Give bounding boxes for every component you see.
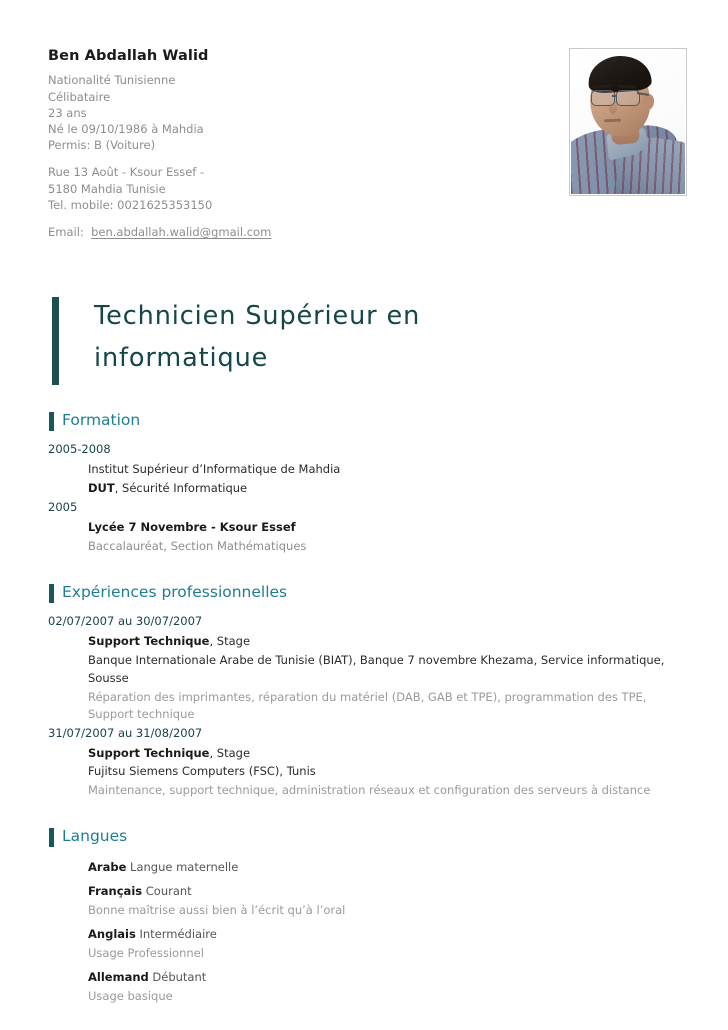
entry-role-bold: Support Technique <box>88 745 210 760</box>
email-link[interactable]: ben.abdallah.walid@gmail.com <box>91 225 272 240</box>
entry-date: 02/07/2007 au 30/07/2007 <box>48 614 203 629</box>
section-accent-bar <box>49 828 54 847</box>
experience-entry <box>48 612 688 723</box>
language-item <box>88 925 688 962</box>
entry-body <box>48 460 688 497</box>
job-title-block <box>48 295 688 383</box>
portrait-photo <box>571 50 685 194</box>
section-experiences <box>48 581 688 799</box>
language-main <box>88 925 688 944</box>
entry-role-rest: , Sécurité Informatique <box>114 480 248 495</box>
entry-date: 2005-2008 <box>48 442 111 457</box>
entry-role <box>88 632 688 651</box>
cv-header <box>48 48 688 240</box>
language-main <box>88 968 688 987</box>
photo-frame <box>569 48 687 196</box>
section-accent-bar <box>49 584 54 603</box>
entry-organization <box>88 518 688 537</box>
entry-role <box>88 744 688 763</box>
entry-organization: Fujitsu Siemens Computers (FSC), Tunis <box>88 764 316 779</box>
section-title-langues: Langues <box>62 826 128 845</box>
entry-date: 31/07/2007 au 31/08/2007 <box>48 725 203 740</box>
language-name: Anglais <box>88 927 136 942</box>
language-name: Français <box>88 884 143 899</box>
entry-organization-bold: Lycée 7 Novembre - Ksour Essef <box>88 520 296 535</box>
candidate-name: Ben Abdallah Walid <box>48 48 209 64</box>
email-label: Email: <box>48 225 84 240</box>
job-title-accent-bar <box>52 297 59 385</box>
entry-organization: Banque Internationale Arabe de Tunisie (BIAT), Banque 7 novembre Khezama, Service informatique, Sousse <box>88 652 665 686</box>
entry-body <box>48 518 688 555</box>
section-langues <box>48 825 688 1006</box>
language-level: Intermédiaire <box>139 927 217 942</box>
section-title-experiences: Expériences professionnelles <box>62 583 288 602</box>
experience-entry <box>48 724 688 799</box>
address-line-1: Rue 13 Août - Ksour Essef - <box>48 165 205 180</box>
language-level: Langue maternelle <box>130 859 239 874</box>
entry-role-rest: , Stage <box>209 745 251 760</box>
job-title: Technicien Supérieur en informatique <box>94 301 421 374</box>
language-name: Arabe <box>88 859 127 874</box>
address-line-2: 5180 Mahdia Tunisie <box>48 181 166 196</box>
address-block <box>48 164 548 213</box>
language-item <box>88 882 688 919</box>
personal-detail-birth: Né le 09/10/1986 à Mahdia <box>48 122 204 136</box>
section-header-experiences <box>48 581 688 603</box>
entry-description: Maintenance, support technique, administration réseaux et configuration des serveurs à distance <box>88 782 651 797</box>
personal-details <box>48 72 548 153</box>
language-note: Bonne maîtrise aussi bien à l’écrit qu’à l’oral <box>88 902 346 917</box>
personal-detail-age: 23 ans <box>48 105 87 120</box>
photo-mouth <box>604 119 621 123</box>
entry-role-bold: Support Technique <box>88 634 210 649</box>
section-formation <box>48 409 688 555</box>
entry-role-bold: DUT <box>88 480 115 495</box>
section-header-langues <box>48 825 688 847</box>
section-accent-bar <box>49 412 54 431</box>
language-item <box>88 858 688 877</box>
entry-role: Baccalauréat, Section Mathématiques <box>88 538 307 553</box>
formation-entry <box>48 498 688 555</box>
language-item <box>88 968 688 1005</box>
section-title-formation: Formation <box>62 411 141 430</box>
personal-detail-nationality: Nationalité Tunisienne <box>48 73 176 88</box>
photo-nose <box>609 102 617 114</box>
section-header-formation <box>48 409 688 431</box>
personal-detail-marital-status: Célibataire <box>48 89 111 104</box>
entry-date: 2005 <box>48 500 78 515</box>
language-note: Usage Professionnel <box>88 945 204 960</box>
entry-organization: Institut Supérieur d’Informatique de Mahdia <box>88 462 341 477</box>
email-row <box>48 224 548 240</box>
entry-role-rest: , Stage <box>209 634 251 649</box>
identity-block <box>48 48 548 240</box>
formation-entry <box>48 440 688 497</box>
language-name: Allemand <box>88 970 149 985</box>
language-main <box>88 882 688 901</box>
language-list <box>48 856 688 1006</box>
language-level: Courant <box>145 884 192 899</box>
entry-description: Réparation des imprimantes, réparation du matériel (DAB, GAB et TPE), programmation des TPE, Support technique <box>88 689 647 721</box>
phone-line: Tel. mobile: 0021625353150 <box>48 197 213 212</box>
personal-detail-licence: Permis: B (Voiture) <box>48 138 156 153</box>
photo-glasses-bridge <box>612 95 617 97</box>
entry-body <box>48 632 688 723</box>
entry-body <box>48 744 688 799</box>
language-level: Débutant <box>152 970 207 985</box>
language-note: Usage basique <box>88 988 173 1003</box>
entry-role <box>88 479 688 498</box>
language-main <box>88 858 688 877</box>
